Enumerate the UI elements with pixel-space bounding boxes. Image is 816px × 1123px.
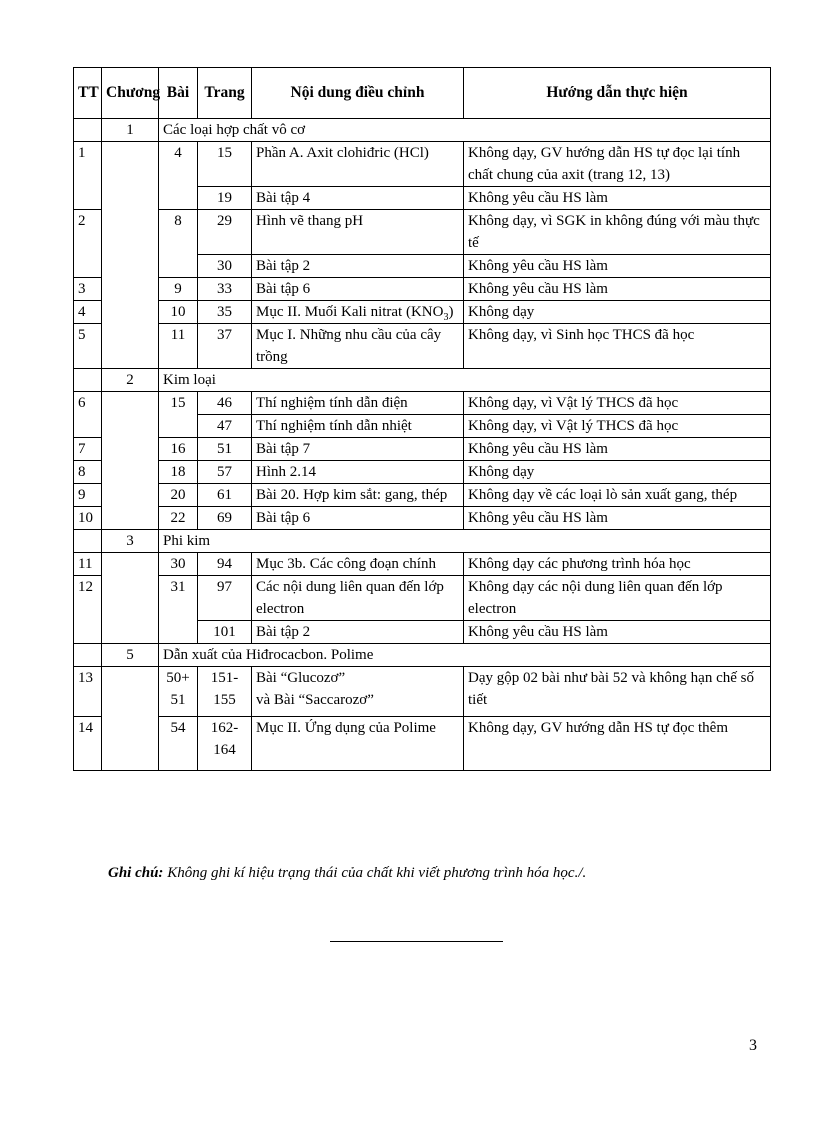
row-tt: 4 [74, 301, 102, 324]
header-trang: Trang [198, 68, 252, 119]
row-noi-dung: Các nội dung liên quan đến lớp electron [252, 576, 464, 621]
chapter-number: 3 [102, 530, 159, 553]
row-bai: 8 [159, 210, 198, 278]
chapter-row [74, 119, 771, 142]
header-chuong: Chương [102, 68, 159, 119]
row-tt: 11 [74, 553, 102, 576]
chapter-title: Phi kim [159, 530, 771, 553]
row-noi-dung: Hình vẽ thang pH [252, 210, 464, 255]
row-huong-dan: Không dạy các nội dung liên quan đến lớp electron [464, 576, 771, 621]
row-bai: 4 [159, 142, 198, 210]
row-noi-dung: Bài tập 6 [252, 278, 464, 301]
row-huong-dan: Không yêu cầu HS làm [464, 187, 771, 210]
table-row [74, 507, 771, 530]
row-noi-dung: Thí nghiệm tính dẫn nhiệt [252, 415, 464, 438]
row-noi-dung: Mục II. Ứng dụng của Polime [252, 717, 464, 771]
row-bai: 11 [159, 324, 198, 369]
row-trang: 51 [198, 438, 252, 461]
row-huong-dan: Không yêu cầu HS làm [464, 621, 771, 644]
table-row [74, 461, 771, 484]
chapter-row [74, 369, 771, 392]
chapter-title: Các loại hợp chất vô cơ [159, 119, 771, 142]
footnote-label: Ghi chú: [108, 865, 164, 881]
row-noi-dung: Phần A. Axit clohiđric (HCl) [252, 142, 464, 187]
row-huong-dan: Không yêu cầu HS làm [464, 255, 771, 278]
header-noi-dung: Nội dung điều chỉnh [252, 68, 464, 119]
chapter-cell [102, 553, 159, 644]
row-tt: 8 [74, 461, 102, 484]
table-row [74, 576, 771, 621]
row-bai: 20 [159, 484, 198, 507]
header-huong-dan: Hướng dẫn thực hiện [464, 68, 771, 119]
chapter-row [74, 530, 771, 553]
row-trang: 46 [198, 392, 252, 415]
row-huong-dan: Không dạy về các loại lò sản xuất gang, thép [464, 484, 771, 507]
row-tt: 7 [74, 438, 102, 461]
table-row [74, 438, 771, 461]
row-noi-dung: Bài 20. Hợp kim sắt: gang, thép [252, 484, 464, 507]
row-huong-dan: Không yêu cầu HS làm [464, 507, 771, 530]
table-row [74, 324, 771, 369]
row-bai: 9 [159, 278, 198, 301]
row-bai: 10 [159, 301, 198, 324]
row-tt: 3 [74, 278, 102, 301]
row-noi-dung: Mục I. Những nhu cầu của cây trồng [252, 324, 464, 369]
row-noi-dung: Hình 2.14 [252, 461, 464, 484]
row-huong-dan: Không dạy [464, 301, 771, 324]
row-tt: 6 [74, 392, 102, 438]
table-row [74, 392, 771, 415]
row-huong-dan: Không dạy, vì Vật lý THCS đã học [464, 415, 771, 438]
row-trang: 97 [198, 576, 252, 621]
row-trang: 47 [198, 415, 252, 438]
row-noi-dung: Bài tập 2 [252, 621, 464, 644]
footnote [108, 865, 586, 882]
row-huong-dan: Không dạy, vì SGK in không đúng với màu thực tế [464, 210, 771, 255]
row-noi-dung: Thí nghiệm tính dẫn điện [252, 392, 464, 415]
table-row [74, 142, 771, 187]
row-trang: 151- 155 [198, 667, 252, 717]
table-row [74, 553, 771, 576]
row-trang: 35 [198, 301, 252, 324]
row-noi-dung: Mục II. Muối Kali nitrat $(KNO_3)$ [252, 301, 464, 324]
chapter-number: 5 [102, 644, 159, 667]
row-tt: 13 [74, 667, 102, 717]
table-row [74, 667, 771, 717]
row-huong-dan: Không dạy, vì Vật lý THCS đã học [464, 392, 771, 415]
header-tt: TT [74, 68, 102, 119]
row-trang: 29 [198, 210, 252, 255]
row-tt: 14 [74, 717, 102, 771]
row-tt: 9 [74, 484, 102, 507]
table-row [74, 278, 771, 301]
table-row [74, 717, 771, 771]
row-trang: 94 [198, 553, 252, 576]
row-noi-dung: Bài tập 7 [252, 438, 464, 461]
row-huong-dan: Dạy gộp 02 bài như bài 52 và không hạn chế số tiết [464, 667, 771, 717]
row-bai: 31 [159, 576, 198, 644]
row-noi-dung: Mục 3b. Các công đoạn chính [252, 553, 464, 576]
row-trang: 15 [198, 142, 252, 187]
row-trang: 61 [198, 484, 252, 507]
row-bai: 50+ 51 [159, 667, 198, 717]
row-trang: 19 [198, 187, 252, 210]
page-number: 3 [749, 1037, 757, 1054]
header-bai: Bài [159, 68, 198, 119]
row-huong-dan: Không dạy các phương trình hóa học [464, 553, 771, 576]
row-tt: 2 [74, 210, 102, 278]
row-tt: 1 [74, 142, 102, 210]
row-noi-dung: Bài tập 4 [252, 187, 464, 210]
row-bai: 16 [159, 438, 198, 461]
row-tt: 10 [74, 507, 102, 530]
row-trang: 69 [198, 507, 252, 530]
row-trang: 101 [198, 621, 252, 644]
adjustment-table [73, 67, 771, 771]
row-trang: 33 [198, 278, 252, 301]
row-tt: 12 [74, 576, 102, 644]
row-huong-dan: Không dạy, GV hướng dẫn HS tự đọc thêm [464, 717, 771, 771]
row-huong-dan: Không dạy, GV hướng dẫn HS tự đọc lại tính chất chung của axit (trang 12, 13) [464, 142, 771, 187]
table-row [74, 210, 771, 255]
row-bai: 30 [159, 553, 198, 576]
footnote-text: Không ghi kí hiệu trạng thái của chất khi viết phương trình hóa học./. [163, 865, 587, 881]
row-trang: 37 [198, 324, 252, 369]
chapter-number: 2 [102, 369, 159, 392]
row-bai: 54 [159, 717, 198, 771]
chapter-cell [102, 392, 159, 530]
row-trang: 162- 164 [198, 717, 252, 771]
row-bai: 22 [159, 507, 198, 530]
separator-line [330, 941, 503, 942]
row-trang: 30 [198, 255, 252, 278]
row-huong-dan: Không dạy, vì Sinh học THCS đã học [464, 324, 771, 369]
chapter-title: Dẫn xuất của Hiđrocacbon. Polime [159, 644, 771, 667]
table-row [74, 484, 771, 507]
row-huong-dan: Không yêu cầu HS làm [464, 278, 771, 301]
table-header [74, 68, 771, 119]
chapter-row [74, 644, 771, 667]
chapter-cell [102, 142, 159, 369]
row-huong-dan: Không dạy [464, 461, 771, 484]
row-noi-dung: Bài tập 6 [252, 507, 464, 530]
row-noi-dung: Bài “Glucozơ” và Bài “Saccarozơ” [252, 667, 464, 717]
row-noi-dung: Bài tập 2 [252, 255, 464, 278]
row-bai: 18 [159, 461, 198, 484]
row-tt: 5 [74, 324, 102, 369]
chapter-number: 1 [102, 119, 159, 142]
table-row [74, 301, 771, 324]
chapter-cell [102, 667, 159, 771]
row-bai: 15 [159, 392, 198, 438]
row-huong-dan: Không yêu cầu HS làm [464, 438, 771, 461]
chapter-title: Kim loại [159, 369, 771, 392]
row-trang: 57 [198, 461, 252, 484]
